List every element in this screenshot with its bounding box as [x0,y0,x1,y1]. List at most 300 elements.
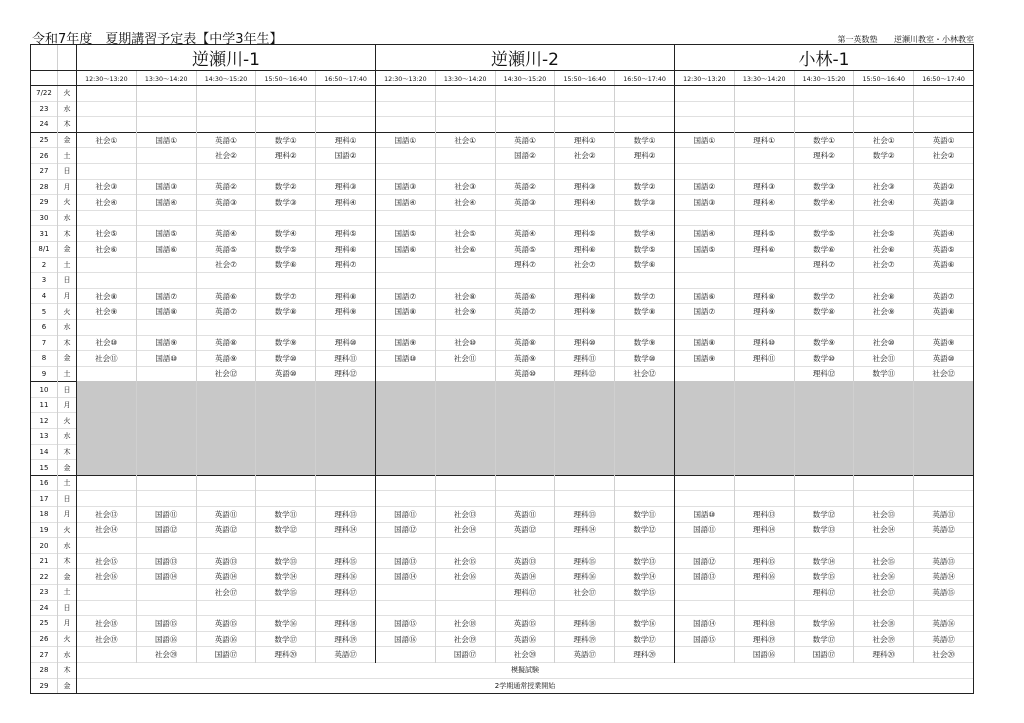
lesson-cell: 理科⑩ [555,335,615,351]
lesson-cell [495,273,555,289]
lesson-cell: 数学⑬ [615,553,675,569]
lesson-cell: 社会④ [435,195,495,211]
schedule-row [31,288,974,304]
schedule-row [31,241,974,257]
date-cell: 24 [31,117,58,133]
lesson-cell: 社会⑲ [435,631,495,647]
lesson-cell [555,382,615,398]
lesson-cell [555,319,615,335]
lesson-cell [196,101,256,117]
lesson-cell: 理科⑦ [794,257,854,273]
lesson-cell [615,163,675,179]
lesson-cell [77,647,137,663]
lesson-cell: 国語⑤ [375,226,435,242]
lesson-cell [77,460,137,476]
lesson-cell: 社会⑥ [435,241,495,257]
lesson-cell: 社会⑨ [77,304,137,320]
lesson-cell: 理科⑤ [734,226,794,242]
lesson-cell [136,475,196,491]
lesson-cell [734,538,794,554]
lesson-cell [615,273,675,289]
date-cell: 4 [31,288,58,304]
lesson-cell [495,491,555,507]
lesson-cell [734,117,794,133]
schedule-row [31,491,974,507]
lesson-cell: 社会⑤ [854,226,914,242]
lesson-cell: 社会⑫ [615,366,675,382]
weekday-cell: 水 [58,319,77,335]
lesson-cell [674,538,734,554]
weekday-cell: 金 [58,569,77,585]
group-header-row [31,45,974,71]
lesson-cell [914,117,974,133]
lesson-cell: 英語⑧ [196,335,256,351]
lesson-cell [854,382,914,398]
lesson-cell [555,444,615,460]
lesson-cell [256,491,316,507]
lesson-cell [196,600,256,616]
weekday-cell: 火 [58,86,77,102]
lesson-cell [734,101,794,117]
lesson-cell [375,647,435,663]
weekday-cell: 金 [58,132,77,148]
weekday-cell: 月 [58,616,77,632]
lesson-cell [674,475,734,491]
lesson-cell: 理科⑯ [555,569,615,585]
lesson-cell [615,475,675,491]
lesson-cell [256,600,316,616]
lesson-cell [615,319,675,335]
lesson-cell: 理科⑫ [316,366,376,382]
lesson-cell [854,429,914,445]
lesson-cell: 英語② [196,179,256,195]
lesson-cell [435,491,495,507]
lesson-cell: 数学⑫ [256,522,316,538]
schedule-row [31,647,974,663]
lesson-cell: 数学⑪ [256,507,316,523]
date-cell: 15 [31,460,58,476]
lesson-cell [375,366,435,382]
lesson-cell: 英語⑰ [316,647,376,663]
date-cell: 11 [31,397,58,413]
lesson-cell [674,647,734,663]
lesson-cell: 英語⑮ [196,616,256,632]
lesson-cell: 国語⑮ [674,631,734,647]
lesson-cell [854,397,914,413]
lesson-cell [375,101,435,117]
schedule-row [31,335,974,351]
lesson-cell [615,382,675,398]
lesson-cell: 理科③ [316,179,376,195]
lesson-cell [77,538,137,554]
lesson-cell: 数学⑫ [794,507,854,523]
lesson-cell [914,475,974,491]
lesson-cell: 国語① [674,132,734,148]
lesson-cell [77,148,137,164]
lesson-cell [794,163,854,179]
lesson-cell [794,475,854,491]
lesson-cell [495,163,555,179]
weekday-cell: 金 [58,460,77,476]
schedule-row [31,179,974,195]
lesson-cell: 国語⑭ [375,569,435,585]
weekday-cell: 日 [58,163,77,179]
lesson-cell: 英語⑨ [196,351,256,367]
lesson-cell: 英語④ [495,226,555,242]
lesson-cell: 社会⑰ [555,585,615,601]
lesson-cell: 数学⑨ [615,335,675,351]
lesson-cell: 数学② [256,179,316,195]
lesson-cell: 数学④ [794,195,854,211]
lesson-cell [256,210,316,226]
lesson-cell [674,210,734,226]
lesson-cell: 数学⑮ [256,585,316,601]
lesson-cell [136,491,196,507]
lesson-cell [435,538,495,554]
lesson-cell [256,460,316,476]
lesson-cell: 国語⑭ [136,569,196,585]
lesson-cell: 英語④ [914,226,974,242]
lesson-cell [435,413,495,429]
lesson-cell [734,600,794,616]
lesson-cell [555,538,615,554]
date-cell: 23 [31,101,58,117]
lesson-cell [77,257,137,273]
date-cell: 25 [31,132,58,148]
lesson-cell [555,86,615,102]
lesson-cell: 国語⑩ [136,351,196,367]
lesson-cell: 理科⑨ [734,304,794,320]
lesson-cell [136,585,196,601]
lesson-cell: 社会⑭ [77,522,137,538]
time-slot: 15:50～16:40 [854,71,914,86]
date-cell: 24 [31,600,58,616]
lesson-cell: 数学⑪ [615,507,675,523]
lesson-cell [196,273,256,289]
lesson-cell: 国語② [495,148,555,164]
lesson-cell: 理科⑳ [615,647,675,663]
lesson-cell: 理科② [256,148,316,164]
lesson-cell [914,429,974,445]
lesson-cell: 理科⑥ [734,241,794,257]
lesson-cell [435,117,495,133]
lesson-cell: 社会⑭ [854,522,914,538]
lesson-cell: 英語⑩ [914,351,974,367]
lesson-cell [734,585,794,601]
lesson-cell [196,491,256,507]
corner-cell [58,45,77,71]
time-slot: 13:30～14:20 [136,71,196,86]
lesson-cell [196,460,256,476]
lesson-cell [555,475,615,491]
lesson-cell [196,382,256,398]
lesson-cell: 国語⑥ [674,288,734,304]
lesson-cell: 数学⑦ [256,288,316,304]
lesson-cell: 社会⑬ [77,507,137,523]
lesson-cell [674,460,734,476]
date-cell: 8 [31,351,58,367]
lesson-cell [136,163,196,179]
lesson-cell [734,257,794,273]
lesson-cell: 数学⑯ [256,616,316,632]
lesson-cell [674,491,734,507]
lesson-cell: 社会⑨ [435,304,495,320]
schedule-row [31,86,974,102]
lesson-cell [674,117,734,133]
lesson-cell [914,538,974,554]
schedule-table [30,44,974,694]
date-cell: 29 [31,195,58,211]
lesson-cell [555,210,615,226]
schedule-row [31,475,974,491]
lesson-cell [674,257,734,273]
weekday-cell: 木 [58,117,77,133]
classroom-names: 逆瀬川教室・小林教室 [894,35,974,44]
schedule-row [31,460,974,476]
lesson-cell [256,538,316,554]
date-cell: 23 [31,585,58,601]
lesson-cell: 理科⑪ [555,351,615,367]
lesson-cell: 数学② [615,179,675,195]
lesson-cell [794,117,854,133]
lesson-cell [136,319,196,335]
lesson-cell: 社会⑨ [854,304,914,320]
lesson-cell [914,413,974,429]
time-slot: 16:50～17:40 [914,71,974,86]
lesson-cell [136,117,196,133]
time-slot: 12:30～13:20 [77,71,137,86]
lesson-cell [555,460,615,476]
lesson-cell: 国語⑥ [375,241,435,257]
lesson-cell: 理科② [615,148,675,164]
lesson-cell [555,600,615,616]
lesson-cell: 理科⑨ [555,304,615,320]
lesson-cell [435,86,495,102]
lesson-cell: 数学⑩ [615,351,675,367]
weekday-cell: 日 [58,491,77,507]
lesson-cell: 社会⑱ [854,616,914,632]
lesson-cell [615,210,675,226]
lesson-cell [77,429,137,445]
lesson-cell: 社会⑫ [196,366,256,382]
lesson-cell: 国語⑰ [794,647,854,663]
lesson-cell: 英語⑮ [914,585,974,601]
lesson-cell [615,86,675,102]
lesson-cell: 社会① [854,132,914,148]
lesson-cell [316,491,376,507]
lesson-cell [136,397,196,413]
lesson-cell: 数学⑯ [794,616,854,632]
lesson-cell [495,444,555,460]
lesson-cell: 理科⑪ [316,351,376,367]
lesson-cell [435,444,495,460]
org-name: 第一英数塾 [837,35,878,44]
lesson-cell [375,210,435,226]
lesson-cell [674,585,734,601]
weekday-cell: 火 [58,413,77,429]
schedule-row [31,662,974,678]
lesson-cell [77,413,137,429]
lesson-cell [674,366,734,382]
date-cell: 28 [31,662,58,678]
weekday-cell: 土 [58,257,77,273]
schedule-row [31,600,974,616]
lesson-cell [196,210,256,226]
schedule-row [31,444,974,460]
lesson-cell: 国語⑫ [136,522,196,538]
lesson-cell: 数学⑫ [615,522,675,538]
lesson-cell [375,148,435,164]
weekday-cell: 火 [58,631,77,647]
weekday-cell: 日 [58,273,77,289]
lesson-cell [794,444,854,460]
lesson-cell [854,163,914,179]
lesson-cell [615,491,675,507]
lesson-cell: 理科⑫ [794,366,854,382]
lesson-cell [555,491,615,507]
lesson-cell: 理科⑮ [734,553,794,569]
lesson-cell [136,148,196,164]
lesson-cell [674,101,734,117]
lesson-cell [734,397,794,413]
lesson-cell [196,117,256,133]
lesson-cell [794,429,854,445]
weekday-cell: 月 [58,288,77,304]
lesson-cell: 数学④ [615,226,675,242]
lesson-cell [555,117,615,133]
lesson-cell: 社会④ [77,195,137,211]
date-cell: 3 [31,273,58,289]
lesson-cell: 理科① [734,132,794,148]
schedule-row [31,163,974,179]
lesson-cell: 英語① [914,132,974,148]
lesson-cell: 国語⑬ [136,553,196,569]
lesson-cell: 理科⑳ [854,647,914,663]
lesson-cell: 社会⑯ [435,569,495,585]
lesson-cell [316,538,376,554]
date-cell: 27 [31,647,58,663]
lesson-cell [555,413,615,429]
lesson-cell [674,413,734,429]
schedule-row [31,273,974,289]
lesson-cell [77,600,137,616]
lesson-cell: 英語⑫ [196,522,256,538]
schedule-row [31,148,974,164]
lesson-cell [316,86,376,102]
lesson-cell [794,101,854,117]
lesson-cell: 数学⑤ [794,226,854,242]
lesson-cell [914,319,974,335]
date-cell: 17 [31,491,58,507]
lesson-cell [914,397,974,413]
lesson-cell: 社会⑭ [435,522,495,538]
lesson-cell [674,148,734,164]
schedule-row [31,585,974,601]
schedule-row [31,210,974,226]
lesson-cell [77,319,137,335]
lesson-cell [136,429,196,445]
schedule-row [31,257,974,273]
weekday-cell: 月 [58,179,77,195]
lesson-cell [256,382,316,398]
lesson-cell: 理科⑰ [316,585,376,601]
lesson-cell [914,86,974,102]
lesson-cell: 理科⑥ [316,241,376,257]
lesson-cell [256,413,316,429]
lesson-cell [615,101,675,117]
lesson-cell [196,163,256,179]
lesson-cell: 数学⑰ [615,631,675,647]
lesson-cell: 社会⑦ [196,257,256,273]
lesson-cell [794,397,854,413]
lesson-cell [674,273,734,289]
lesson-cell [734,163,794,179]
lesson-cell [914,382,974,398]
lesson-cell [854,273,914,289]
lesson-cell [495,117,555,133]
lesson-cell: 英語⑪ [196,507,256,523]
group-header: 小林-1 [674,45,973,71]
lesson-cell: 国語⑦ [674,304,734,320]
lesson-cell [854,491,914,507]
lesson-cell: 社会⑱ [435,616,495,632]
weekday-cell: 水 [58,538,77,554]
lesson-cell: 理科④ [734,195,794,211]
lesson-cell: 英語⑦ [495,304,555,320]
lesson-cell [256,273,316,289]
lesson-cell [734,413,794,429]
lesson-cell [77,382,137,398]
lesson-cell: 理科⑧ [555,288,615,304]
lesson-cell: 国語⑰ [196,647,256,663]
lesson-cell: 数学⑥ [615,257,675,273]
date-cell: 28 [31,179,58,195]
date-cell: 6 [31,319,58,335]
lesson-cell: 国語⑫ [674,553,734,569]
lesson-cell: 英語⑬ [495,553,555,569]
lesson-cell [495,413,555,429]
lesson-cell [256,429,316,445]
lesson-cell [794,210,854,226]
lesson-cell: 英語⑥ [914,257,974,273]
schedule-row [31,553,974,569]
lesson-cell [794,319,854,335]
lesson-cell [375,117,435,133]
lesson-cell: 国語⑭ [674,616,734,632]
weekday-cell: 木 [58,553,77,569]
lesson-cell [77,475,137,491]
lesson-cell [495,538,555,554]
lesson-cell: 英語⑰ [555,647,615,663]
lesson-cell: 数学⑩ [256,351,316,367]
weekday-cell: 木 [58,335,77,351]
lesson-cell: 数学⑨ [794,335,854,351]
lesson-cell: 社会⑧ [435,288,495,304]
date-cell: 10 [31,382,58,398]
lesson-cell [196,413,256,429]
lesson-cell [196,397,256,413]
lesson-cell: 国語⑦ [136,288,196,304]
lesson-cell [256,475,316,491]
lesson-cell: 理科⑲ [555,631,615,647]
lesson-cell: 社会⑮ [77,553,137,569]
corner-cell [31,45,58,71]
lesson-cell: 社会⑤ [435,226,495,242]
lesson-cell: 国語⑪ [674,522,734,538]
lesson-cell [854,600,914,616]
lesson-cell: 英語⑩ [495,366,555,382]
weekday-cell: 水 [58,210,77,226]
